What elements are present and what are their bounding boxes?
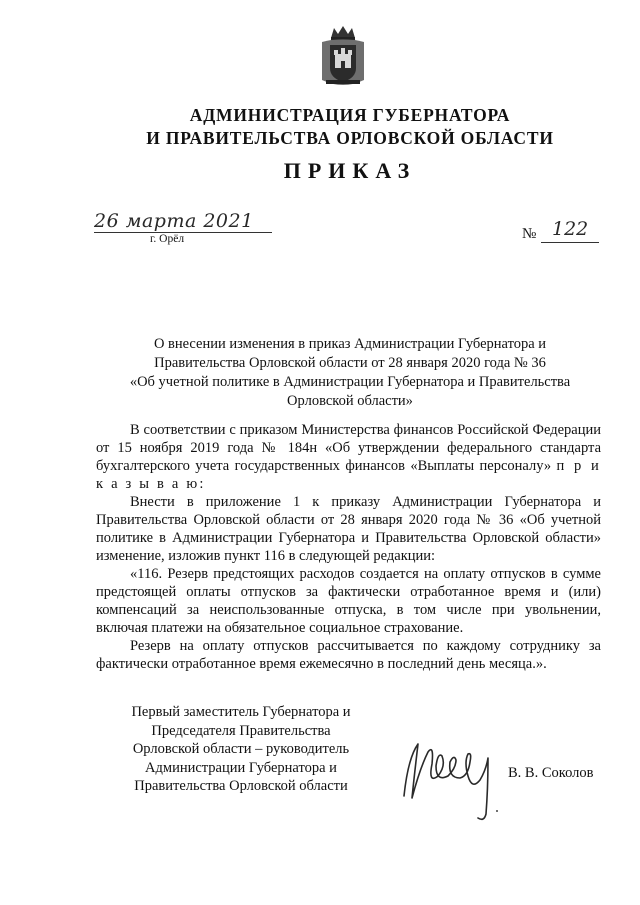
subject-line-3: «Об учетной политике в Администрации Губернатора и Правительства — [129, 374, 571, 390]
scan-dot — [496, 810, 498, 812]
document-body — [96, 421, 601, 673]
paragraph-3: «116. Резерв предстоящих расходов создается на оплату отпусков в сумме предстоящей оплаты отпусков за фактически отработанное время и (или) компенсаций за неиспользованные отпуска, в том числе при увольнении, включая платежи на обязательное социальное страхование. — [96, 566, 601, 636]
handwritten-signature — [398, 718, 508, 828]
paragraph-2: Внести в приложение 1 к приказу Администрации Губернатора и Правительства Орловской области от 28 января 2020 года № 36 «Об учетной политике в Администрации Губернатора и Правительства Орловской области» изменение, изложив пункт 116 в следующей редакции: — [96, 494, 601, 564]
signatory-name: В. В. Соколов — [508, 765, 594, 781]
org-line-1: АДМИНИСТРАЦИЯ ГУБЕРНАТОРА — [189, 105, 511, 125]
document-subject — [100, 335, 600, 411]
order-number: 122 — [552, 218, 589, 240]
signatory-line-1: Первый заместитель Губернатора и — [131, 704, 351, 720]
org-line-2: И ПРАВИТЕЛЬСТВА ОРЛОВСКОЙ ОБЛАСТИ — [146, 128, 554, 148]
organization-name — [0, 104, 640, 150]
city-label: г. Орёл — [150, 233, 185, 245]
paragraph-1 — [96, 421, 601, 493]
document-type-title: ПРИКАЗ — [283, 158, 417, 183]
subject-line-4: Орловской области» — [287, 393, 413, 409]
signatory-line-2: Председателя Правительства — [151, 722, 331, 739]
order-word: п р и к а з ы в а ю: — [96, 458, 601, 492]
paragraph-4: Резерв на оплату отпусков рассчитывается по каждому сотруднику за фактически отработанное время ежемесячно в последний день месяца.». — [96, 638, 601, 672]
paragraph-1-text: В соответствии с приказом Министерства финансов Российской Федерации от 15 ноября 2019 года № 184н «Об утверждении федерального стандарта бухгалтерского учета государственных финансов «Выплаты персоналу» — [96, 422, 601, 474]
signatory-line-3: Орловской области – руководитель — [132, 741, 350, 757]
signatory-line-4: Администрации Губернатора и — [145, 759, 337, 776]
subject-line-1: О внесении изменения в приказ Администрации Губернатора и — [153, 336, 547, 352]
number-underline — [541, 242, 599, 243]
coat-of-arms-icon — [318, 24, 368, 90]
number-label: № — [522, 226, 537, 242]
order-date: 26 марта 2021 — [94, 210, 254, 232]
subject-line-2: Правительства Орловской области от 28 января 2020 года № 36 — [154, 355, 546, 371]
signatory-line-5: Правительства Орловской области — [134, 778, 348, 794]
signatory-title — [96, 703, 386, 796]
